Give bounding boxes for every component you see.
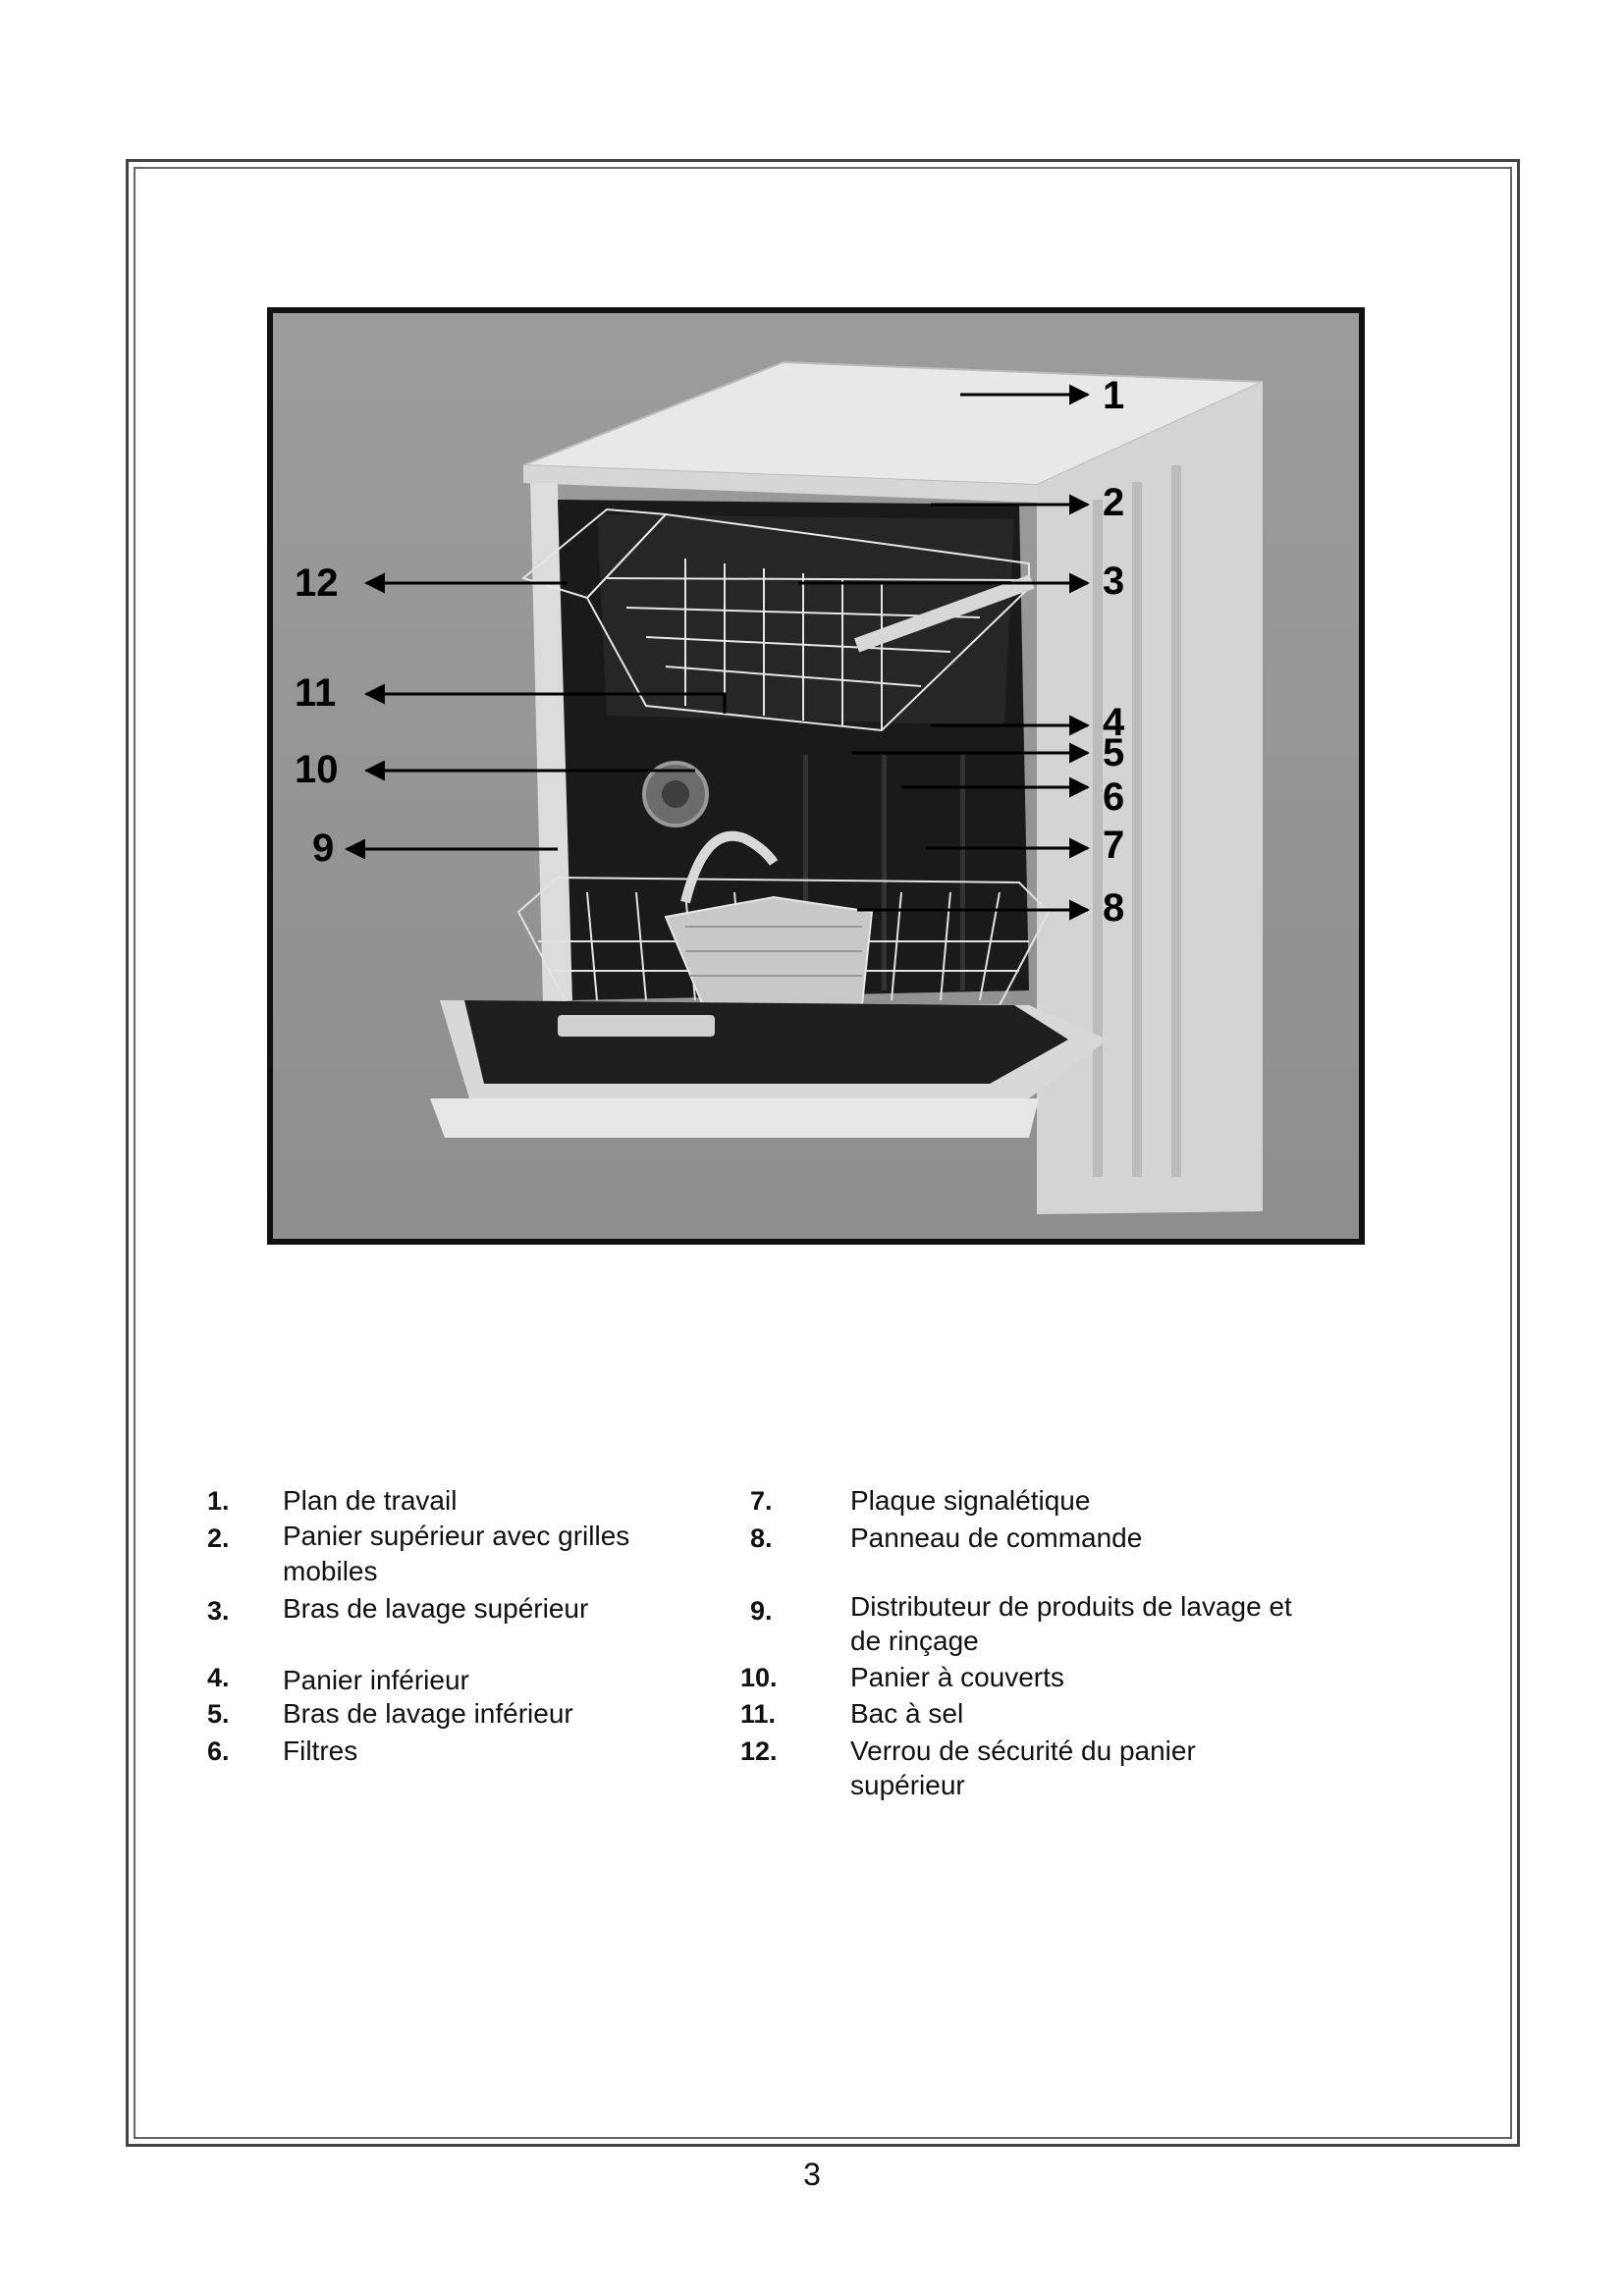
legend-number: 5. <box>207 1699 230 1729</box>
callout-10: 10 <box>295 748 339 791</box>
callout-11: 11 <box>295 671 337 715</box>
dishwasher-figure <box>267 307 1365 1245</box>
legend-number: 2. <box>207 1523 230 1553</box>
legend-label: Bac à sel <box>850 1698 964 1729</box>
page-number: 3 <box>803 2157 821 2192</box>
callout-2: 2 <box>1103 481 1125 524</box>
legend-label: Panier inférieur <box>283 1665 469 1695</box>
legend-label: Filtres <box>283 1735 358 1766</box>
legend-label: Panier à couverts <box>850 1662 1064 1692</box>
legend-number: 7. <box>750 1486 773 1516</box>
legend-number: 1. <box>207 1486 230 1516</box>
legend-number: 3. <box>207 1596 230 1626</box>
callout-5: 5 <box>1103 731 1125 774</box>
legend-label: Bras de lavage inférieur <box>283 1698 573 1729</box>
legend-number: 10. <box>740 1663 778 1692</box>
callout-9: 9 <box>312 827 335 870</box>
legend-label: Plan de travail <box>283 1485 458 1516</box>
callout-12: 12 <box>295 561 339 605</box>
legend-number: 9. <box>750 1596 773 1626</box>
legend-label: Distributeur de produits de lavage et <box>850 1591 1292 1622</box>
callout-1: 1 <box>1103 374 1125 417</box>
open-door <box>430 1000 1108 1138</box>
legend-label-continued: mobiles <box>283 1556 378 1586</box>
legend-number: 6. <box>207 1736 230 1766</box>
legend-label: Plaque signalétique <box>850 1485 1091 1516</box>
legend-label-continued: supérieur <box>850 1770 965 1800</box>
legend-number: 12. <box>740 1736 778 1766</box>
legend-label-continued: de rinçage <box>850 1626 979 1656</box>
legend-number: 4. <box>207 1663 230 1692</box>
legend-number: 11. <box>740 1699 777 1729</box>
legend-label: Panneau de commande <box>850 1522 1143 1553</box>
callout-7: 7 <box>1103 824 1125 867</box>
callout-8: 8 <box>1103 886 1125 930</box>
dishwasher-illustration <box>273 313 1359 1239</box>
legend-label: Bras de lavage supérieur <box>283 1593 589 1624</box>
legend-number: 8. <box>750 1523 773 1553</box>
callout-3: 3 <box>1103 560 1125 603</box>
callout-4: 4 <box>1103 701 1125 744</box>
legend-label: Verrou de sécurité du panier <box>850 1735 1196 1766</box>
callout-6: 6 <box>1103 775 1125 819</box>
legend-label: Panier supérieur avec grilles <box>283 1521 630 1551</box>
